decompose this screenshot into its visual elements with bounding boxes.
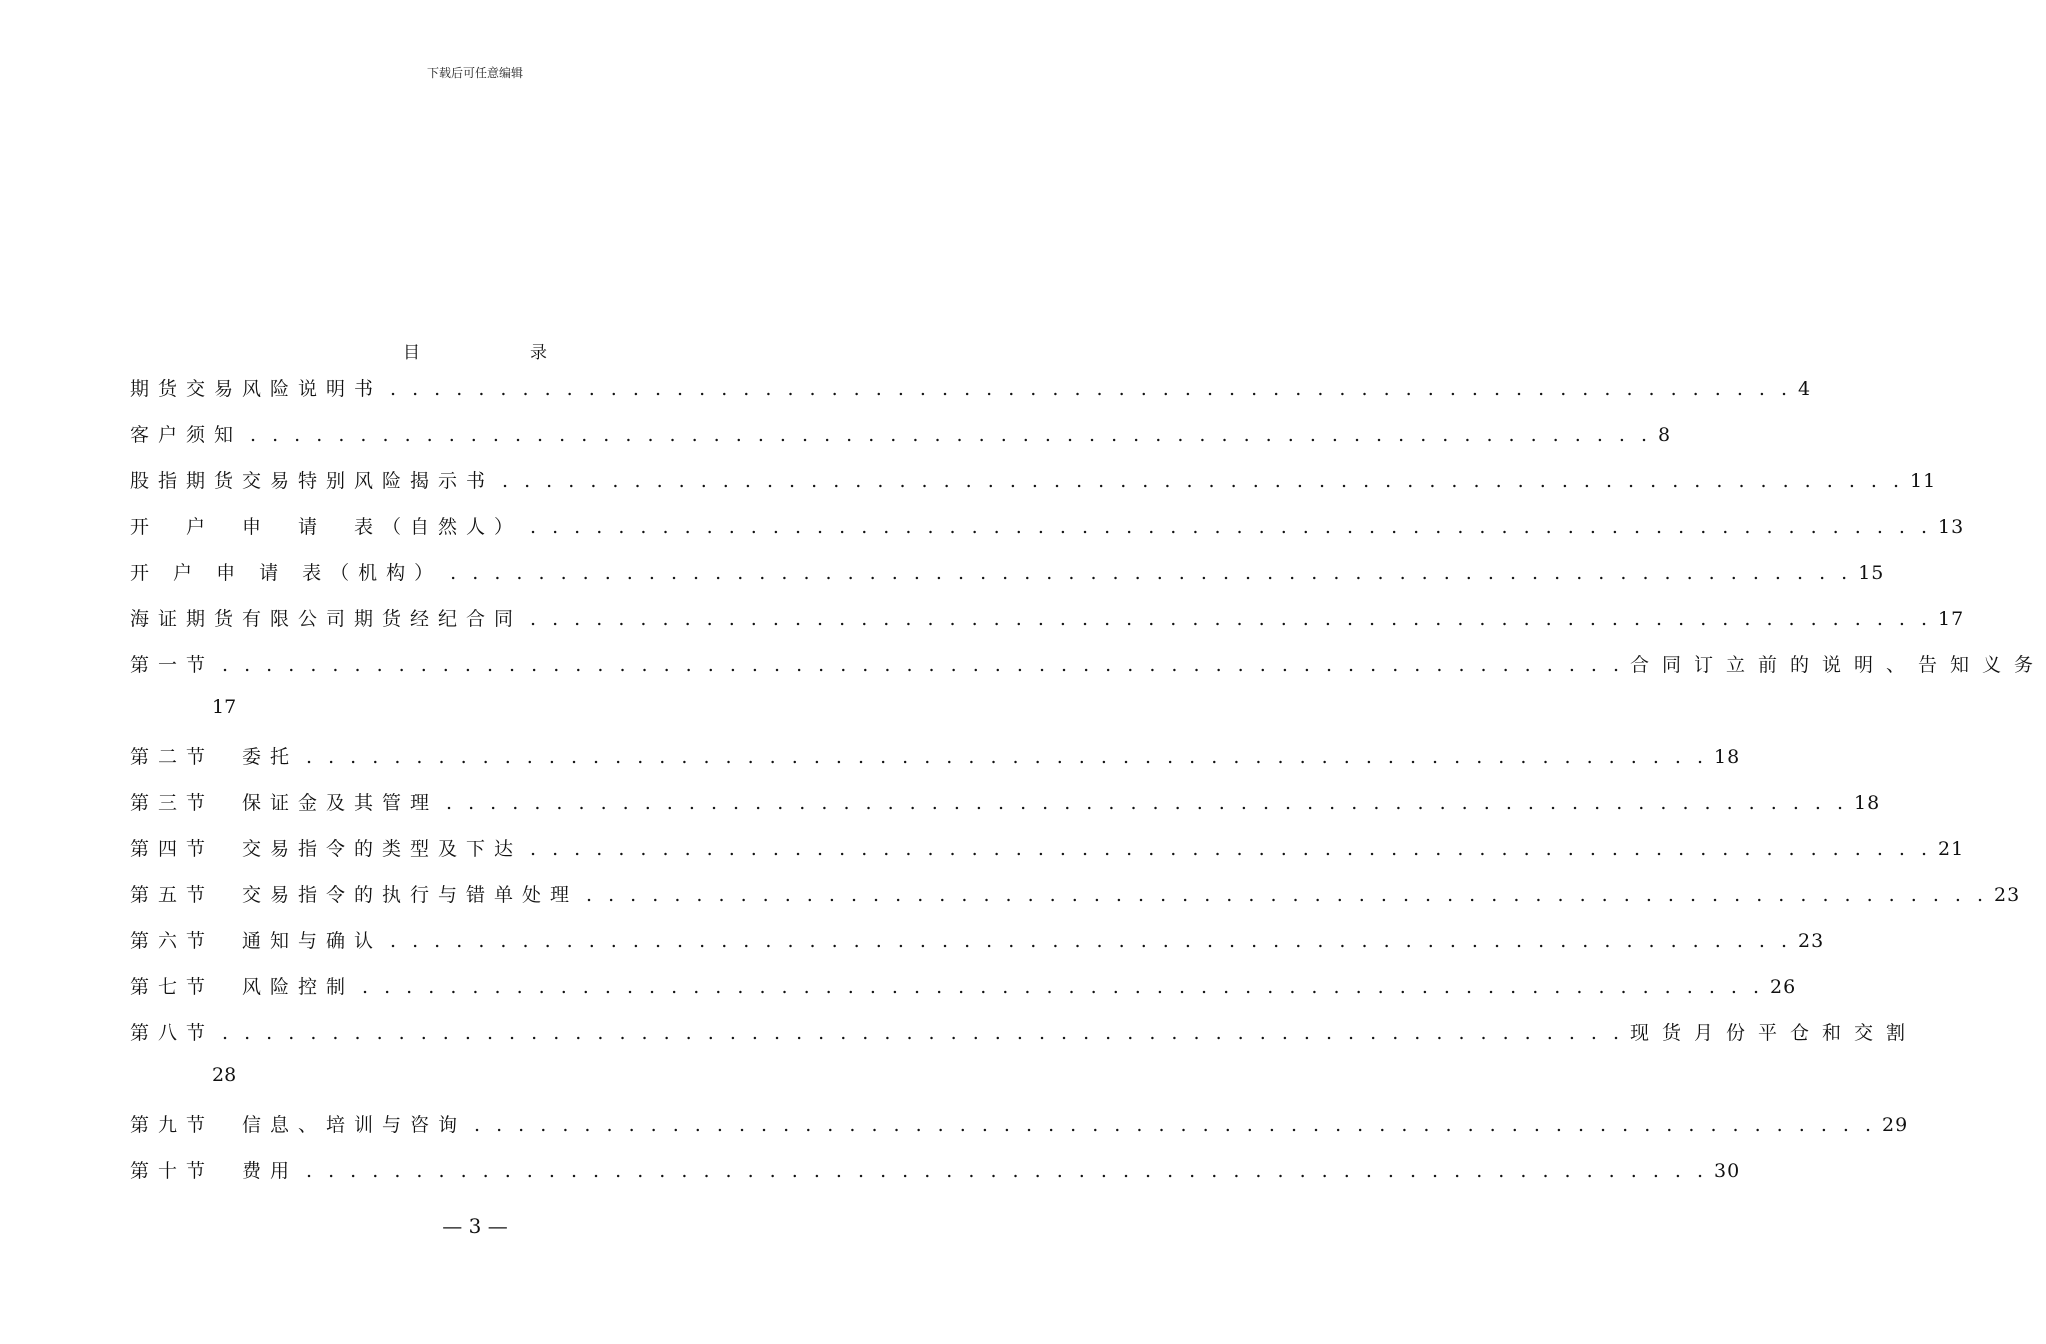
toc-entry[interactable] (130, 558, 1885, 604)
toc-entry-title-tail: 现货月份平仓和交割 (1630, 1022, 1919, 1044)
toc-entry-leader: . . . . . . . . . . . . . . . . . . . . . . . . . . . . . . . . . . . . . . . . . . . . . . . . . . . . . . . . . . . . . . . . (306, 746, 1709, 768)
toc-entry-page: 18 (1854, 792, 1881, 814)
toc-entry-title: 第六节 通知与确认 (130, 930, 383, 952)
toc-entry-leader: . . . . . . . . . . . . . . . . . . . . . . . . . . . . . . . . . . . . . . . . . . . . . . . . . . . . . . . . . . . . . . . . (446, 792, 1849, 814)
toc-entry-leader: . . . . . . . . . . . . . . . . . . . . . . . . . . . . . . . . . . . . . . . . . . . . . . . . . . . . . . . . . . . . . . . . (362, 976, 1765, 998)
toc-entry[interactable] (130, 834, 1965, 880)
toc-entry-title: 第七节 风险控制 (130, 976, 355, 998)
toc-entry-leader: . . . . . . . . . . . . . . . . . . . . . . . . . . . . . . . . . . . . . . . . . . . . . . . . . . . . . . . . . . . . . . . . (474, 1114, 1877, 1136)
toc-entry-title: 股指期货交易特别风险揭示书 (130, 470, 495, 492)
toc-entry-leader: . . . . . . . . . . . . . . . . . . . . . . . . . . . . . . . . . . . . . . . . . . . . . . . . . . . . . . . . . . . . . . . . (250, 424, 1653, 446)
toc-entry-page: 23 (1798, 930, 1825, 952)
toc-entry-title: 客户须知 (130, 424, 243, 446)
toc-entry-page: 11 (1910, 470, 1937, 492)
toc-entry-title: 第五节 交易指令的执行与错单处理 (130, 884, 579, 906)
toc-entry-page: 21 (1938, 838, 1965, 860)
toc-entry[interactable] (130, 1110, 1909, 1156)
toc-entry-leader: . . . . . . . . . . . . . . . . . . . . . . . . . . . . . . . . . . . . . . . . . . . . . . . . . . . . . . . . . . . . . . . . (530, 516, 1933, 538)
toc-entry-title: 期货交易风险说明书 (130, 378, 383, 400)
toc-heading-left: 目 (403, 343, 420, 363)
toc-entry[interactable] (130, 512, 1965, 558)
toc-entry-page: 17 (212, 696, 237, 718)
toc-entry-title: 第十节 费用 (130, 1160, 299, 1182)
toc-entry-title-tail: 合同订立前的说明、告知义务 (1630, 654, 2046, 676)
toc-entry[interactable] (130, 788, 1881, 834)
toc-entry-title: 第二节 委托 (130, 746, 299, 768)
toc-entry-leader: . . . . . . . . . . . . . . . . . . . . . . . . . . . . . . . . . . . . . . . . . . . . . . . . . . . . . . . . . . . . . . . . (450, 562, 1853, 584)
toc-entry-page: 15 (1858, 562, 1885, 584)
toc-entry[interactable] (130, 972, 1797, 1018)
toc-heading-right: 录 (530, 343, 547, 363)
toc-entry-title: 海证期货有限公司期货经纪合同 (130, 608, 523, 630)
toc-entry[interactable] (130, 604, 1965, 650)
toc-entry-page: 30 (1714, 1160, 1741, 1182)
toc-entry[interactable] (130, 742, 1741, 788)
toc-entry-title: 第八节 (130, 1022, 215, 1044)
toc-entry-leader: . . . . . . . . . . . . . . . . . . . . . . . . . . . . . . . . . . . . . . . . . . . . . . . . . . . . . . . . . . . . . . . . (390, 378, 1793, 400)
toc-entry-title: 开 户 申 请 表（机构） (130, 562, 443, 584)
toc-entry[interactable] (130, 880, 2021, 926)
toc-entry-title: 开 户 申 请 表（自然人） (130, 516, 523, 538)
toc-entry-page: 18 (1714, 746, 1741, 768)
toc-entry-title: 第四节 交易指令的类型及下达 (130, 838, 523, 860)
toc-entry-title: 第一节 (130, 654, 215, 676)
toc-entry[interactable] (130, 1156, 1741, 1202)
toc-heading (0, 338, 950, 363)
toc-entry-leader: . . . . . . . . . . . . . . . . . . . . . . . . . . . . . . . . . . . . . . . . . . . . . . . . . . . . . . . . . . . . . . . . (530, 838, 1933, 860)
toc-entry-title: 第九节 信息、培训与咨询 (130, 1114, 467, 1136)
toc-entry[interactable] (130, 374, 1812, 420)
toc-entry[interactable] (130, 650, 2046, 696)
toc-entry-leader: . . . . . . . . . . . . . . . . . . . . . . . . . . . . . . . . . . . . . . . . . . . . . . . . . . . . . . . . . . . . . . . . (222, 1022, 1625, 1044)
toc-entry[interactable] (130, 926, 1825, 972)
toc-entry[interactable] (130, 1018, 1919, 1064)
toc-entry-leader: . . . . . . . . . . . . . . . . . . . . . . . . . . . . . . . . . . . . . . . . . . . . . . . . . . . . . . . . . . . . . . . . (502, 470, 1905, 492)
toc-entry-page: 4 (1798, 378, 1812, 400)
table-of-contents (130, 374, 2046, 1202)
toc-entry[interactable] (130, 466, 1937, 512)
toc-entry-page: 8 (1658, 424, 1672, 446)
toc-entry-page: 23 (1994, 884, 2021, 906)
page-number: — 3 — (442, 1214, 508, 1238)
toc-entry-leader: . . . . . . . . . . . . . . . . . . . . . . . . . . . . . . . . . . . . . . . . . . . . . . . . . . . . . . . . . . . . . . . . (306, 1160, 1709, 1182)
toc-entry-page: 29 (1882, 1114, 1909, 1136)
toc-entry-leader: . . . . . . . . . . . . . . . . . . . . . . . . . . . . . . . . . . . . . . . . . . . . . . . . . . . . . . . . . . . . . . . . (390, 930, 1793, 952)
toc-entry-page: 26 (1770, 976, 1797, 998)
toc-entry-leader: . . . . . . . . . . . . . . . . . . . . . . . . . . . . . . . . . . . . . . . . . . . . . . . . . . . . . . . . . . . . . . . . (222, 654, 1625, 676)
toc-entry-leader: . . . . . . . . . . . . . . . . . . . . . . . . . . . . . . . . . . . . . . . . . . . . . . . . . . . . . . . . . . . . . . . . (530, 608, 1933, 630)
toc-entry-title: 第三节 保证金及其管理 (130, 792, 439, 814)
toc-entry-leader: . . . . . . . . . . . . . . . . . . . . . . . . . . . . . . . . . . . . . . . . . . . . . . . . . . . . . . . . . . . . . . . . (586, 884, 1989, 906)
page-header-note: 下载后可任意编辑 (426, 66, 523, 80)
toc-entry[interactable] (130, 420, 1672, 466)
toc-entry-page: 13 (1938, 516, 1965, 538)
toc-entry-page: 28 (212, 1064, 237, 1086)
toc-entry-page: 17 (1938, 608, 1965, 630)
